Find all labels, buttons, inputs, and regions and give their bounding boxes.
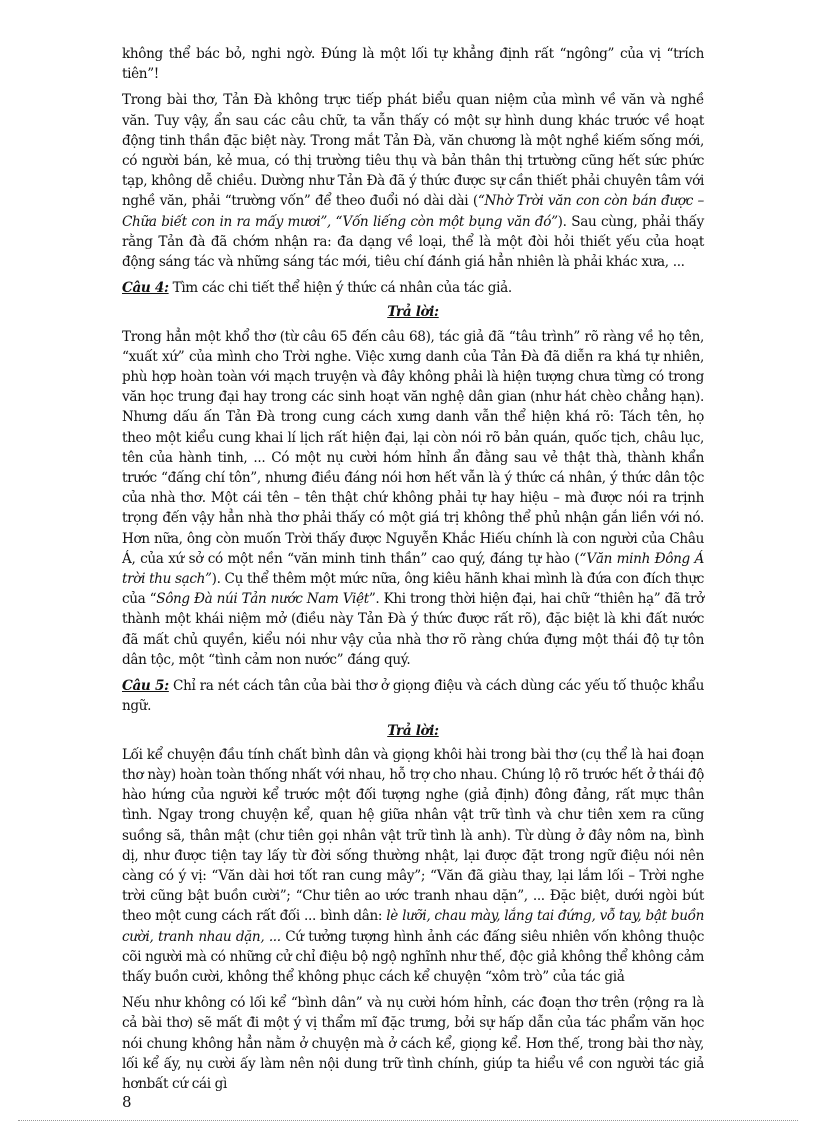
text-run: Lối kể chuyện đầu tính chất bình dân và giọng khôi hài trong bài thơ (cụ thể là hai đoạn thơ này) hoàn toàn thống nhất với nhau, hỗ trợ cho nhau. Chúng lộ rõ trước hết ở thái độ hào hứng của người kể trước một đối tượng nghe (giả định) đông đảng, rất mực thân tình. Ngay trong chuyện kể, quan hệ giữa nhân vật trữ tình và chư tiên xem ra cũng suồng sã, thân mật (chư tiên gọi nhân vật trữ tình là anh). Từ dùng ở đây nôm na, bình dị, như được tiện tay lấy từ đời sống thường nhật, lại được đặt trong ngữ điệu nói nên càng có ý vị: “Văn dài hơi tốt ran cung mây”; “Văn đã giàu thay, lại lắm lối – Trời nghe trời cũng bật buồn cười”; “Chư tiên ao ước tranh nhau dặn”, ... Đặc biệt, dưới ngòi bút theo một cung cách rất đối ... bình dân: [122,746,704,925]
text-run: không thể bác bỏ, nghi ngờ. Đúng là một lối tự khẳng định rất “ngông” của vị “trích tiên”! [122,46,704,83]
answer-heading: Trả lời: [387,722,439,739]
text-run: Trong hẳn một khổ thơ (từ câu 65 đến câu 68), tác giả đã “tâu trình” rõ ràng về họ tên, “xuất xứ” của mình cho Trời nghe. Việc xưng danh của Tản Đà đã diễn ra khá tự nhiên, phù hợp hoàn toàn với mạch truyện và đây không phải là hiện tượng chưa từng có trong văn học trung đại hay trong các sinh hoạt văn nghệ dân gian (như hát chèo chẳng hạn). Nhưng dấu ấn Tản Đà trong cung cách xưng danh vẫn thể hiện khá rõ: Tách tên, họ theo một kiểu cung khai lí lịch rất hiện đại, lại còn nói rõ bản quán, quốc tịch, châu lục, tên của hành tinh, ... Có một nụ cười hóm hỉnh ẩn đằng sau vẻ thật thà, thành khẩn trước “đấng chí tôn”, nhưng điều đáng nói hơn hết vẫn là ý thức cá nhân, ý thức dân tộc của nhà thơ. Một cái tên – tên thật chứ không phải tự hay hiệu – mà được nói ra trịnh trọng đến vậy hẳn nhà thơ phải thấy có một giá trị không thể phủ nhận gắn liền với nó. Hơn nữa, ông còn muốn Trời thấy được Nguyễn Khắc Hiếu chính là con người của Châu Á, của xứ sở có một nền “văn minh tinh thần” cao quý, đáng tự hào ( [122,328,704,567]
quoted-verse: “Văn minh Đông Á trời thu sạch” [122,550,705,588]
question-5 [122,676,704,716]
text-run: ”. Khi trong thời hiện đại, hai chữ “thiên hạ” đã trở thành một khái niệm mở (điều này Tản Đà ý thức được rất rõ), đặc biệt là khi đất nước đã mất chủ quyền, kiểu nói như vậy của nhà thơ rõ ràng chứa đựng một thái độ tự tôn dân tộc, một “tình cảm non nước” đáng quý. [122,591,704,668]
text-run: Trong bài thơ, Tản Đà không trực tiếp phát biểu quan niệm của mình về văn và nghề văn. Tuy vậy, ẩn sau các câu chữ, ta vẫn thấy có một sự hình dung khác trước về hoạt động tinh thần đặc biệt này. Trong mắt Tản Đà, văn chương là một nghề kiếm sống mới, có người bán, kẻ mua, có thị trường tiêu thụ và bản thân thị trtường cũng hết sức phức tạp, không dễ chiều. Dường như Tản Đà đã ý thức được sự cần thiết phải chuyên tâm với nghề văn, phải “trường vốn” để theo đuổi nó dài dài ( [122,92,704,210]
quoted-verse: lè lưỡi, chau mày, lắng tai đứng, vỗ tay, bật buồn cười, tranh nhau dặn, ... [122,908,704,945]
question-4 [122,278,704,298]
text-run: ). Sau cùng, phải thấy rằng Tản đà đã chớm nhận ra: đa dạng về loại, thể là một đòi hỏi thiết yếu của hoạt động sáng tác và những sáng tác mới, tiêu chí đánh giá hẳn nhiên là phải khác xưa, ... [122,213,704,271]
footer-rule [18,1120,798,1121]
quoted-verse: Sông Đà núi Tản nước Nam Việt [156,591,369,608]
quoted-verse: “Nhờ Trời văn con còn bán được – Chữa biết con in ra mấy mươi”, “Vốn liếng còn một bụng văn đó” [122,193,704,230]
paragraph [122,44,704,84]
paragraph [122,745,704,987]
paragraph [122,327,704,670]
text-run: Cứ tưởng tượng hình ảnh các đấng siêu nhiên vốn không thuộc cõi người mà có những cử chỉ điệu bộ ngộ nghĩnh như thế, độc giả không thể không cảm thấy buồn cười, không thể không phục cách kể chuyện “xôm trò” của tác giả [122,928,704,985]
text-run: ). Cụ thể thêm một mức nữa, ông kiêu hãnh khai mình là đứa con đích thực của “ [122,571,705,608]
question-label: Câu 4: [122,280,169,297]
page-number: 8 [122,1093,132,1111]
question-label: Câu 5: [122,678,169,695]
paragraph [122,90,704,272]
answer-heading: Trả lời: [387,304,439,321]
paragraph [122,993,704,1094]
question-text: Tìm các chi tiết thể hiện ý thức cá nhân của tác giả. [168,280,512,297]
text-run: Nếu như không có lối kể “bình dân” và nụ cười hóm hỉnh, các đoạn thơ trên (rộng ra là cả bài thơ) sẽ mất đi một ý vị thẩm mĩ đặc trưng, bởi sự hấp dẫn của tác phẩm văn học nói chung không hẳn nằm ở chuyện mà ở cách kể, giọng kể. Hơn thế, trong bài thơ này, lối kể ấy, nụ cười ấy làm nên nội dung trữ tình chính, giúp ta hiểu về con người tác giả hơnbất cứ cái gì [122,995,704,1092]
body-text [122,44,704,1100]
question-text: Chỉ ra nét cách tân của bài thơ ở giọng điệu và cách dùng các yếu tố thuộc khẩu ngữ. [122,678,705,715]
